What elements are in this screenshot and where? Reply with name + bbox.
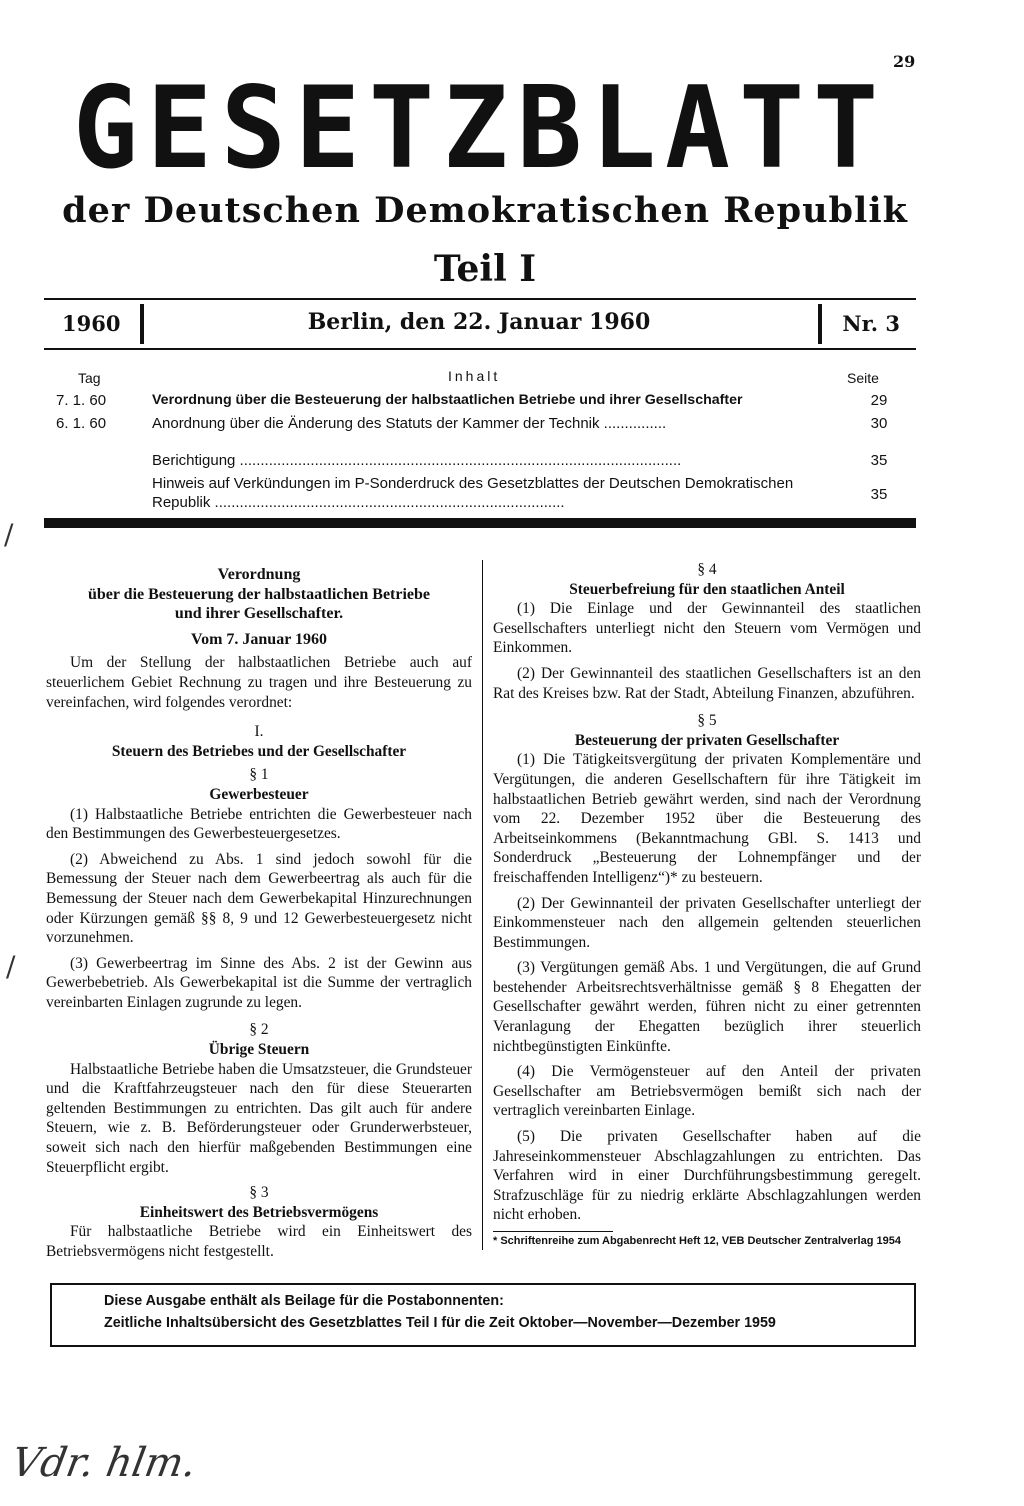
margin-mark: / [4,518,14,551]
toc-title: Hinweis auf Verkündungen im P-Sonderdruck des Gesetzblattes der Deutschen Demokratischen Republik .................................................................................... [152,475,794,511]
paragraph: (2) Abweichend zu Abs. 1 sind jedoch sowohl für die Bemessung der Steuer nach dem Gewerbeertrag als auch für die Bemessung der Steuer nach dem Gewerbekapital Hinzurechnungen oder Kürzungen gemäß §§ 8, 9 und 12 Gewerbesteuergesetz nicht vorzunehmen. [46,850,472,947]
section-number: § 4 [697,561,717,578]
toc-header-day: Tag [78,370,101,386]
section-number: § 1 [249,766,269,784]
paragraph: (1) Die Einlage und der Gewinnanteil des staatlichen Gesellschafters unterliegt nicht den Steuern vom Vermögen und Einkommen. [493,600,921,657]
section-number: I. [254,723,264,741]
ordinance-date: Vom 7. Januar 1960 [190,630,328,648]
section-number: § 2 [249,1021,269,1039]
part-label: Teil I [433,248,537,290]
footnote-rule [493,1231,613,1232]
supplement-notice [50,1283,916,1347]
toc-date: 7. 1. 60 [56,392,107,409]
ordinance-subheading: über die Besteuerung der halbstaatlichen Betriebe [87,585,431,603]
section-title: Gewerbesteuer [209,785,309,803]
toc-header-page: Seite [847,370,879,386]
paragraph: Für halbstaatliche Betriebe wird ein Einheitswert des Betriebsvermögens nicht festgestellt. [46,1223,472,1260]
margin-mark: / [6,950,16,983]
toc-page: 35 [870,486,888,503]
section-title: Steuerbefreiung für den staatlichen Anteil [569,580,845,598]
handwritten-signature: Vdr. hlm. [7,1440,200,1486]
issue-number: Nr. 3 [842,311,900,336]
paragraph: (4) Die Vermögensteuer auf den Anteil der privaten Gesellschafter am Betriebsvermögen bemißt sich nach der vertraglich vereinbarten Einlage. [493,1063,921,1120]
masthead-title: GESETZBLATT [72,62,888,195]
paragraph: (2) Der Gewinnanteil des staatlichen Gesellschafters ist an den Rat des Kreises bzw. Rat der Stadt, Abteilung Finanzen, abzuführen. [493,664,921,702]
issue-date: Berlin, den 22. Januar 1960 [307,309,651,335]
column-divider [482,560,483,1250]
section-title: Besteuerung der privaten Gesellschafter [574,731,840,749]
section-title: Steuern des Betriebes und der Gesellschafter [111,742,407,760]
toc-page: 35 [870,452,888,469]
masthead-subtitle: der Deutschen Demokratischen Republik [62,190,908,231]
toc-title: Anordnung über die Änderung des Statuts der Kammer der Technik ............... [152,415,667,432]
toc-page: 29 [870,392,888,409]
issue-bar [44,298,916,350]
paragraph: (2) Der Gewinnanteil der privaten Gesellschafter unterliegt der Einkommensteuer nach den allgemein geltenden steuerlichen Bestimmungen. [493,894,921,951]
paragraph: (3) Gewerbeertrag im Sinne des Abs. 2 ist der Gewinn aus Gewerbebetrieb. Als Gewerbekapital ist die Summe der vertraglich vereinbarten Einlagen zugrunde zu legen. [46,954,472,1011]
toc-header-content: Inhalt [448,368,501,384]
notice-line: Zeitliche Inhaltsübersicht des Gesetzblattes Teil I für die Zeit Oktober—November—Dezember 1959 [104,1315,776,1331]
right-column [493,560,921,1248]
section-number: § 3 [249,1184,269,1202]
paragraph: Halbstaatliche Betriebe haben die Umsatzsteuer, die Grundsteuer und die Kraftfahrzeugsteuer nach den für diese Steuerarten geltenden Bestimmungen zu entrichten. Das gilt auch für andere Steuern, wie z. B. Beförderungsteuer oder Grunderwerbsteuer, soweit sich nach den hierfür maßgebenden Bestimmungen eine Steuerpflicht ergibt. [46,1060,472,1176]
paragraph: Um der Stellung der halbstaatlichen Betriebe auch auf steuerlichem Gebiet Rechnung zu tragen und ihre Besteuerung zu vereinfachen, wird folgendes verordnet: [46,654,472,711]
toc-page: 30 [870,415,888,432]
ordinance-subheading: und ihrer Gesellschafter. [174,605,344,623]
paragraph: (1) Die Tätigkeitsvergütung der privaten Komplementäre und Vergütungen, die anderen Gesellschaftern für ihre Tätigkeit im halbstaatlichen Betrieb gewährt werden, sind nach der Verordnung vom 22. Dezember 1952 über die Besteuerung des Arbeitseinkommens (Bekanntmachung GBl. S. 1413 und Sonderdruck „Besteuerung der Lohnempfänger und der freischaffenden Intelligenz“)* zu besteuern. [493,751,921,886]
paragraph: (3) Vergütungen gemäß Abs. 1 und Vergütungen, die auf Grund bestehender Arbeitsrechtsverhältnisse gemäß § 8 Ehegatten der Gesellschafter gewährt werden, führen nicht zu einer getrennten Veranlagung der Ehegatten bezüglich ihrer steuerlich nichtbegünstigten Einkünfte. [493,959,921,1055]
paragraph: (5) Die privaten Gesellschafter haben auf die Jahreseinkommensteuer Abschlagzahlungen zu entrichten. Das Verfahren wird in einer Durchführungsbestimmung geregelt. Strafzuschläge für zu niedrig erklärte Abschlagzahlungen werden nicht erhoben. [493,1128,921,1224]
toc-title: Verordnung über die Besteuerung der halbstaatlichen Betriebe und ihrer Gesellschafter [152,392,743,408]
section-title: Übrige Steuern [208,1041,310,1059]
toc-title: Berichtigung .......................................................................................................... [152,452,682,469]
ordinance-heading: Verordnung [217,566,301,583]
divider [818,304,822,344]
footnote: * Schriftenreihe zum Abgabenrecht Heft 12, VEB Deutscher Zentralverlag 1954 [493,1235,901,1247]
toc-date: 6. 1. 60 [56,415,107,432]
notice-line: Diese Ausgabe enthält als Beilage für die Postabonnenten: [104,1293,504,1309]
issue-year: 1960 [62,311,121,336]
paragraph: (1) Halbstaatliche Betriebe entrichten die Gewerbesteuer nach den Bestimmungen des Gewerbesteuergesetzes. [46,805,472,843]
section-title: Einheitswert des Betriebsvermögens [139,1203,379,1221]
left-column [46,565,472,1268]
section-rule [44,518,916,528]
section-number: § 5 [697,712,717,730]
page-number: 29 [893,52,916,71]
